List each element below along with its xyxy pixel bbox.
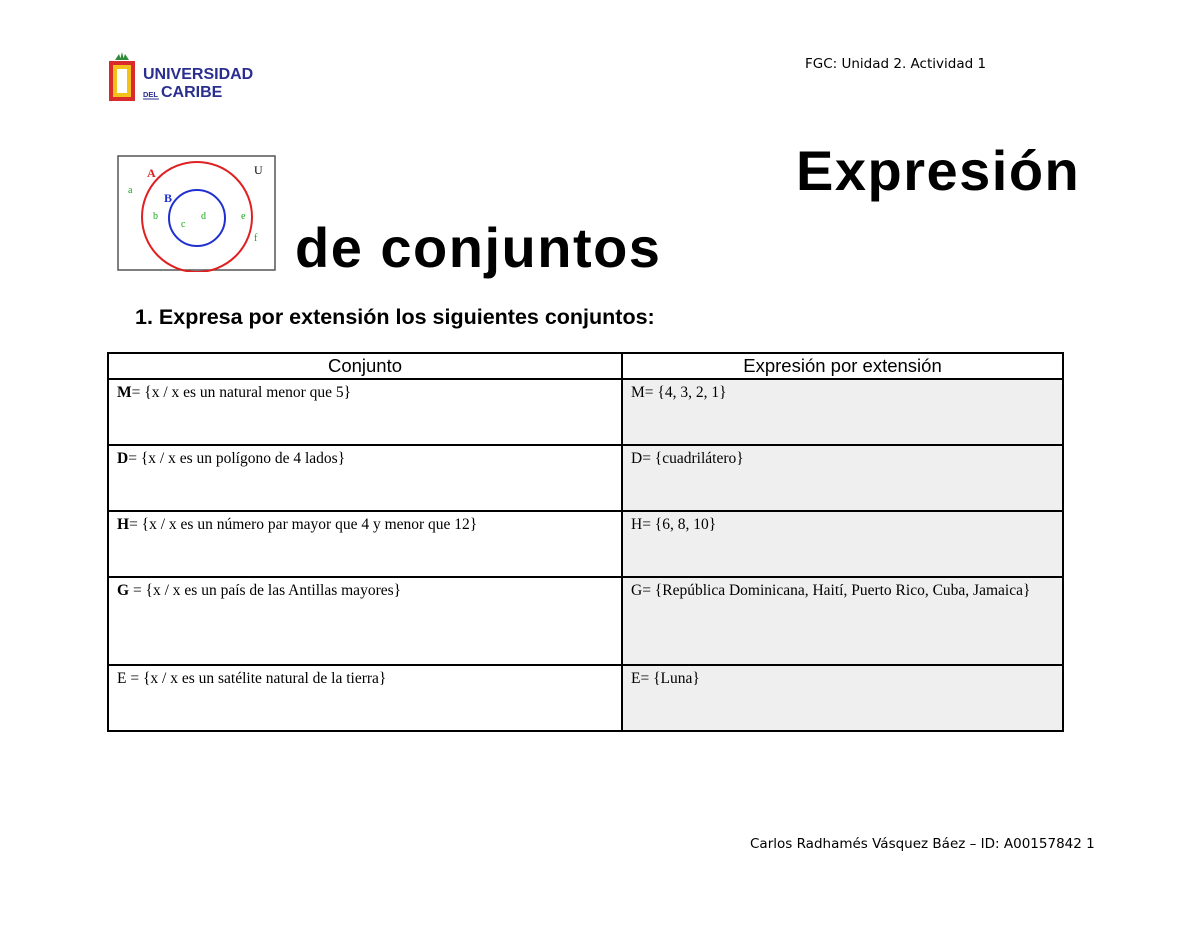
set-extension-cell: H= {6, 8, 10} (622, 511, 1063, 577)
set-definition: = {x / x es un número par mayor que 4 y menor que 12} (129, 516, 478, 533)
venn-diagram (117, 155, 277, 272)
set-name: M (117, 384, 132, 401)
question-heading: 1. Expresa por extensión los siguientes conjuntos: (135, 305, 655, 329)
set-name: G (117, 582, 130, 599)
element-b: b (153, 211, 158, 222)
table-row (108, 379, 1063, 445)
set-extension-cell: D= {cuadrilátero} (622, 445, 1063, 511)
university-logo (107, 52, 272, 104)
table-header-row (108, 353, 1063, 379)
set-extension-cell: E= {Luna} (622, 665, 1063, 731)
set-definition: = {x / x es un país de las Antillas mayores} (129, 582, 402, 599)
element-d: d (201, 211, 206, 222)
set-extension-cell: M= {4, 3, 2, 1} (622, 379, 1063, 445)
element-e: e (241, 211, 246, 222)
set-definition-cell (108, 379, 622, 445)
universe-label: U (254, 163, 263, 177)
logo-text-prefix: DEL (143, 90, 158, 99)
set-definition-cell (108, 577, 622, 665)
logo-emblem-icon (109, 52, 135, 101)
table-row (108, 511, 1063, 577)
course-header: FGC: Unidad 2. Actividad 1 (805, 56, 987, 72)
page-footer: Carlos Radhamés Vásquez Báez – ID: A00157842 1 (750, 836, 1095, 852)
set-definition: = {x / x es un polígono de 4 lados} (128, 450, 346, 467)
set-definition-cell (108, 511, 622, 577)
set-a-label: A (147, 166, 156, 180)
set-b-label: B (164, 191, 173, 205)
title-line-2: de conjuntos (295, 216, 662, 279)
table-row (108, 577, 1063, 665)
table-row (108, 665, 1063, 731)
set-definition-cell: E = {x / x es un satélite natural de la tierra} (108, 665, 622, 731)
set-definition: = {x / x es un natural menor que 5} (131, 384, 352, 401)
sets-table (107, 352, 1064, 732)
element-f: f (254, 233, 258, 244)
column-header-extension: Expresión por extensión (622, 353, 1063, 379)
set-extension-cell: G= {República Dominicana, Haití, Puerto Rico, Cuba, Jamaica} (622, 577, 1063, 665)
set-name: D (117, 450, 129, 467)
title-line-1: Expresión (796, 139, 1081, 202)
table-row (108, 445, 1063, 511)
element-c: c (181, 219, 186, 230)
column-header-set: Conjunto (108, 353, 622, 379)
logo-text-line2: CARIBE (161, 84, 223, 101)
set-name: H (117, 516, 130, 533)
logo-text-line1: UNIVERSIDAD (143, 66, 254, 83)
set-definition-cell (108, 445, 622, 511)
element-a: a (128, 185, 133, 196)
